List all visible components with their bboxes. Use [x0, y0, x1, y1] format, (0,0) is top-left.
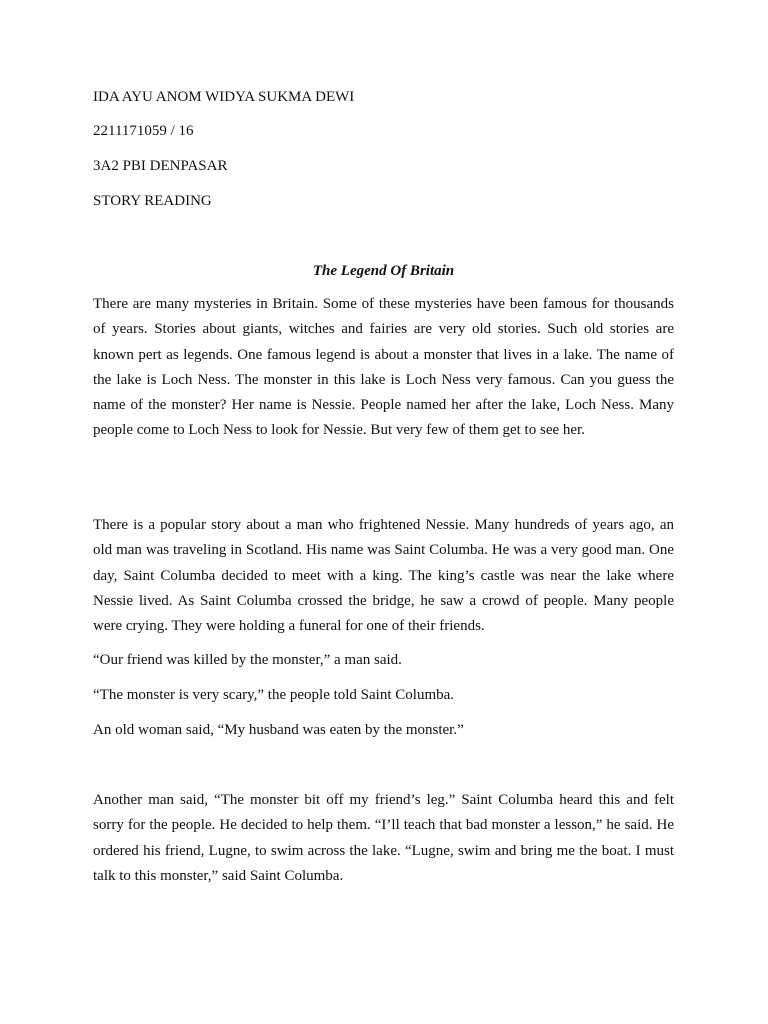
story-paragraph: There are many mysteries in Britain. Some of these mysteries have been famous for thousands of years. Stories about giants, witches and fairies are very old stories. Such old stories are known pert as legends. One famous legend is about a monster that lives in a lake. The name of the lake is Loch Ness. The monster in this lake is Loch Ness very famous. Can you guess the name of the monster? Her name is Nessie. People named her after the lake, Loch Ness. Many people come to Loch Ness to look for Nessie. But very few of them get to see her.: [93, 296, 674, 439]
author-name: IDA AYU ANOM WIDYA SUKMA DEWI: [93, 89, 355, 105]
student-id: 2211171059 / 16: [93, 123, 194, 139]
story-paragraph: “Our friend was killed by the monster,” a man said.: [93, 652, 402, 668]
story-title: The Legend Of Britain: [312, 263, 455, 279]
story-paragraph: Another man said, “The monster bit off my friend’s leg.” Saint Columba heard this and felt sorry for the people. He decided to help them. “I’ll teach that bad monster a lesson,” he said. He ordered his friend, Lugne, to swim across the lake. “Lugne, swim and bring me the boat. I must talk to this monster,” said Saint Columba.: [93, 792, 674, 884]
assignment-label: STORY READING: [93, 193, 212, 209]
story-paragraph: There is a popular story about a man who frightened Nessie. Many hundreds of years ago, an old man was traveling in Scotland. His name was Saint Columba. He was a very good man. One day, Saint Columba decided to meet with a king. The king’s castle was near the lake where Nessie lived. As Saint Columba crossed the bridge, he saw a crowd of people. Many people were crying. They were holding a funeral for one of their friends.: [93, 517, 674, 635]
story-paragraph: “The monster is very scary,” the people told Saint Columba.: [93, 687, 455, 703]
story-paragraph: An old woman said, “My husband was eaten by the monster.”: [93, 722, 464, 738]
class-label: 3A2 PBI DENPASAR: [93, 158, 228, 174]
